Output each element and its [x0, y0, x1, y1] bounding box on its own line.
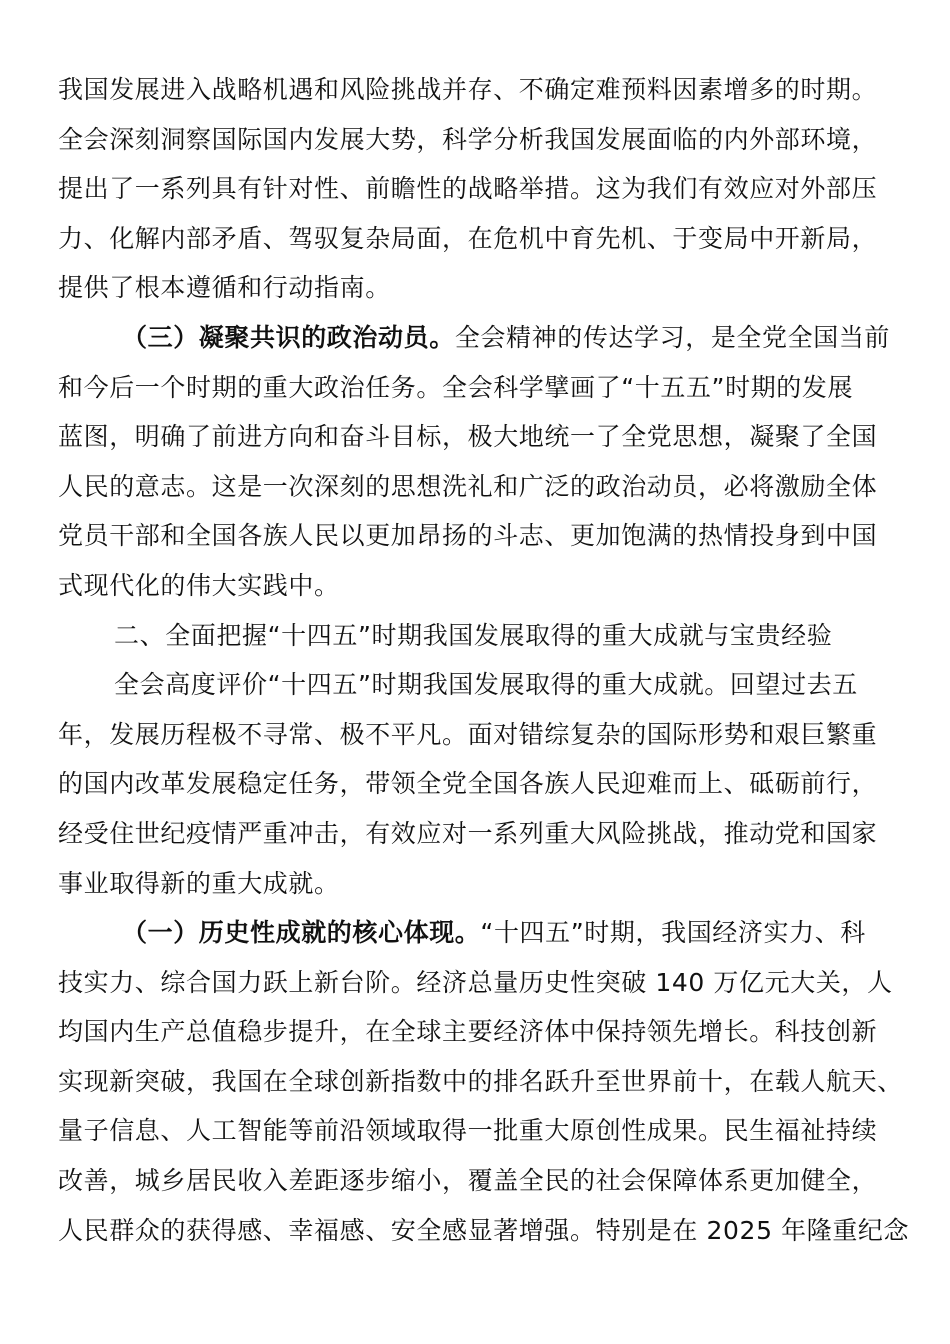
- text-line: 我国发展进入战略机遇和风险挑战并存、不确定难预料因素增多的时期。: [58, 75, 878, 104]
- paragraph-heading: （一）历史性成就的核心体现。: [122, 918, 481, 948]
- paragraph-text: 全会精神的传达学习，是全党全国当前: [454, 322, 891, 352]
- section-heading: 二、全面把握“十四五”时期我国发展取得的重大成就与宝贵经验: [114, 620, 833, 650]
- paragraph-heading: （三）凝聚共识的政治动员。: [122, 322, 455, 352]
- text-line: 实现新突破，我国在全球创新指数中的排名跃升至世界前十，在载人航天、: [58, 1066, 903, 1096]
- text-line: 均国内生产总值稳步提升，在全球主要经济体中保持领先增长。科技创新: [58, 1017, 878, 1047]
- paragraph-text: “十四五”时期，我国经济实力、科: [480, 918, 866, 948]
- text-line: [58, 908, 874, 958]
- text-line: 全会深刻洞察国际国内发展大势，科学分析我国发展面临的内外部环境，: [58, 124, 878, 154]
- text-line: 式现代化的伟大实践中。: [58, 570, 340, 600]
- document-page: [58, 65, 910, 1255]
- paragraph-historic-achievements: [58, 908, 910, 1255]
- text-line: 量子信息、人工智能等前沿领域取得一批重大原创性成果。民生福祉持续: [58, 1116, 878, 1146]
- text-line: 技实力、综合国力跃上新台阶。经济总量历史性突破 140 万亿元大关，人: [58, 967, 893, 997]
- text-line: 蓝图，明确了前进方向和奋斗目标，极大地统一了全党思想，凝聚了全国: [58, 422, 878, 452]
- text-line: 提供了根本遵循和行动指南。: [58, 273, 391, 303]
- text-line: 经受住世纪疫情严重冲击，有效应对一系列重大风险挑战，推动党和国家: [58, 818, 878, 848]
- text-line: 党员干部和全国各族人民以更加昂扬的斗志、更加饱满的热情投身到中国: [58, 521, 878, 551]
- text-line: 力、化解内部矛盾、驾驭复杂局面，在危机中育先机、于变局中开新局，: [58, 223, 878, 253]
- text-line: 年，发展历程极不寻常、极不平凡。面对错综复杂的国际形势和艰巨繁重: [58, 719, 878, 749]
- text-line: 提出了一系列具有针对性、前瞻性的战略举措。这为我们有效应对外部压: [58, 174, 878, 204]
- text-line: 事业取得新的重大成就。: [58, 868, 340, 898]
- paragraph-achievements-overview: [58, 660, 878, 908]
- text-line: 的国内改革发展稳定任务，带领全党全国各族人民迎难而上、砥砺前行，: [58, 769, 878, 799]
- text-line: 改善，城乡居民收入差距逐步缩小，覆盖全民的社会保障体系更加健全，: [58, 1166, 878, 1196]
- paragraph-political-mobilization: [58, 313, 891, 611]
- paragraph-continuation: [58, 65, 878, 313]
- text-line: 和今后一个时期的重大政治任务。全会科学擘画了“十五五”时期的发展: [58, 372, 854, 402]
- text-line: 人民群众的获得感、幸福感、安全感显著增强。特别是在 2025 年隆重纪念: [58, 1215, 910, 1245]
- text-line: 人民的意志。这是一次深刻的思想洗礼和广泛的政治动员，必将激励全体: [58, 471, 878, 501]
- text-line: 全会高度评价“十四五”时期我国发展取得的重大成就。回望过去五: [114, 670, 858, 700]
- text-line: [58, 313, 891, 363]
